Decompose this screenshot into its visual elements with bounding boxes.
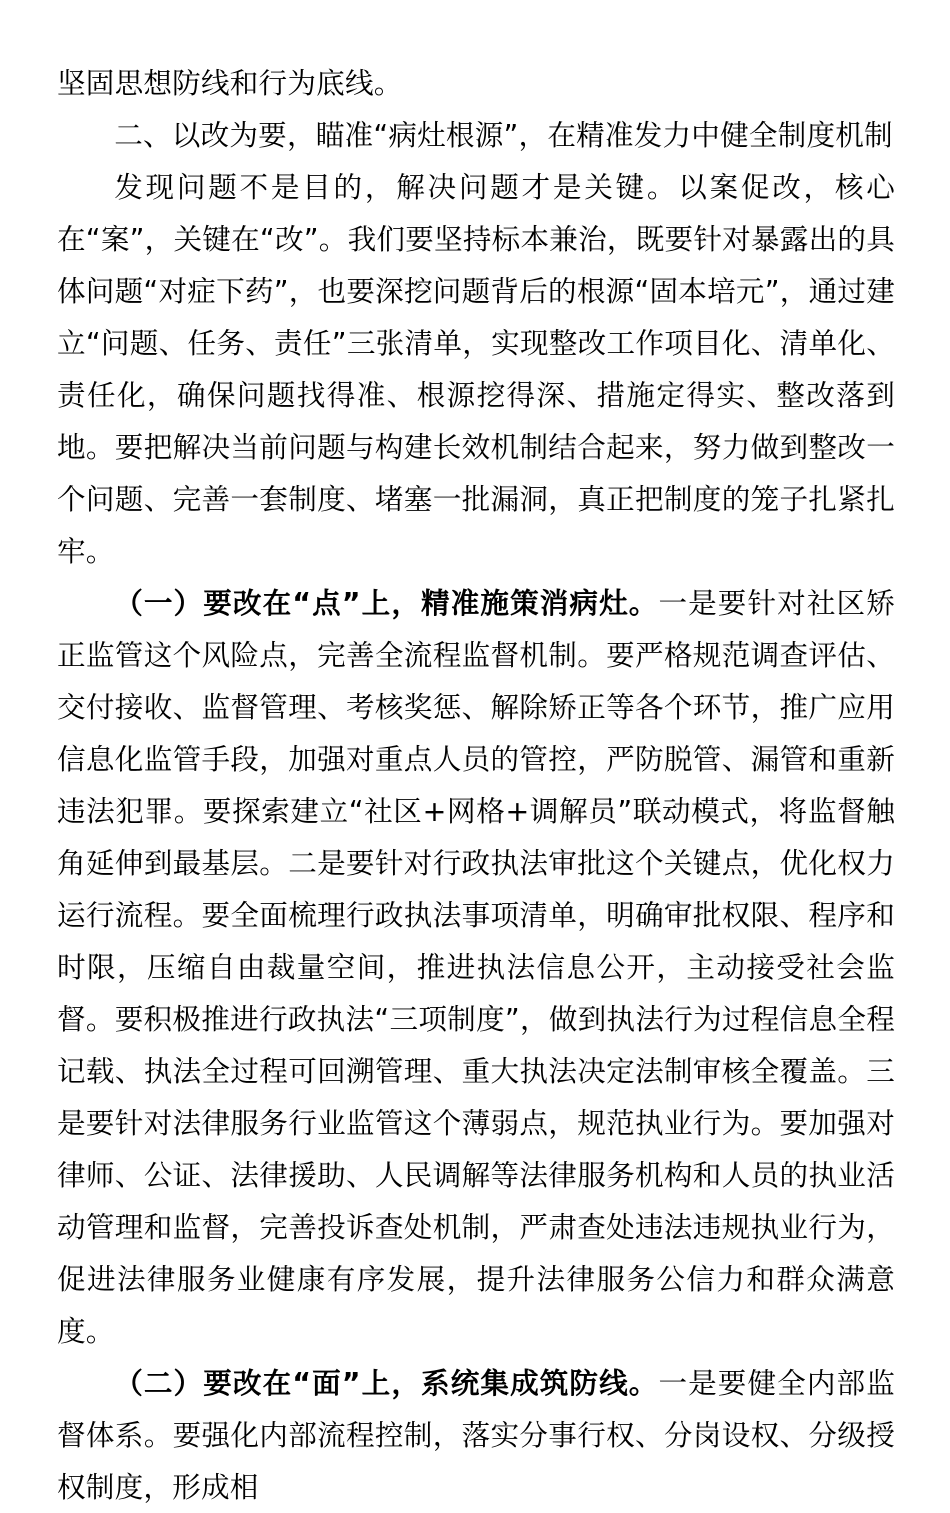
paragraph-continuation-line: 坚固思想防线和行为底线。 (57, 66, 403, 100)
subsection-two-body-text: 一是要健全内部监督体系。要强化内部流程控制，落实分事行权、分岗设权、分级授权制度，形成相 (57, 1366, 895, 1504)
section-two-intro-paragraph: 发现问题不是目的，解决问题才是关键。以案促改，核心在“案”，关键在“改”。我们要坚持标本兼治，既要针对暴露出的具体问题“对症下药”，也要深挖问题背后的根源“固本培元”，通过建立“问题、任务、责任”三张清单，实现整改工作项目化、清单化、责任化，确保问题找得准、根源挖得深、措施定得实、整改落到地。要把解决当前问题与构建长效机制结合起来，努力做到整改一个问题、完善一套制度、堵塞一批漏洞，真正把制度的笼子扎紧扎牢。 (57, 170, 895, 568)
subsection-one-paragraph (57, 577, 895, 1357)
subsection-two-bold-lead: （二）要改在“面”上，系统集成筑防线。 (114, 1366, 659, 1400)
section-heading-two: 二、以改为要，瞄准“病灶根源”，在精准发力中健全制度机制 (114, 118, 893, 152)
document-body (57, 57, 895, 1513)
subsection-one-bold-lead: （一）要改在“点”上，精准施策消病灶。 (114, 586, 659, 620)
subsection-two-paragraph (57, 1357, 895, 1513)
subsection-one-body-text: 一是要针对社区矫正监管这个风险点，完善全流程监督机制。要严格规范调查评估、交付接收、监督管理、考核奖惩、解除矫正等各个环节，推广应用信息化监管手段，加强对重点人员的管控，严防脱管、漏管和重新违法犯罪。要探索建立“社区+网格+调解员”联动模式，将监督触角延伸到最基层。二是要针对行政执法审批这个关键点，优化权力运行流程。要全面梳理行政执法事项清单，明确审批权限、程序和时限，压缩自由裁量空间，推进执法信息公开，主动接受社会监督。要积极推进行政执法“三项制度”，做到执法行为过程信息全程记载、执法全过程可回溯管理、重大执法决定法制审核全覆盖。三是要针对法律服务行业监管这个薄弱点，规范执业行为。要加强对律师、公证、法律援助、人民调解等法律服务机构和人员的执业活动管理和监督，完善投诉查处机制，严肃查处违法违规执业行为，促进法律服务业健康有序发展，提升法律服务公信力和群众满意度。 (57, 586, 895, 1348)
